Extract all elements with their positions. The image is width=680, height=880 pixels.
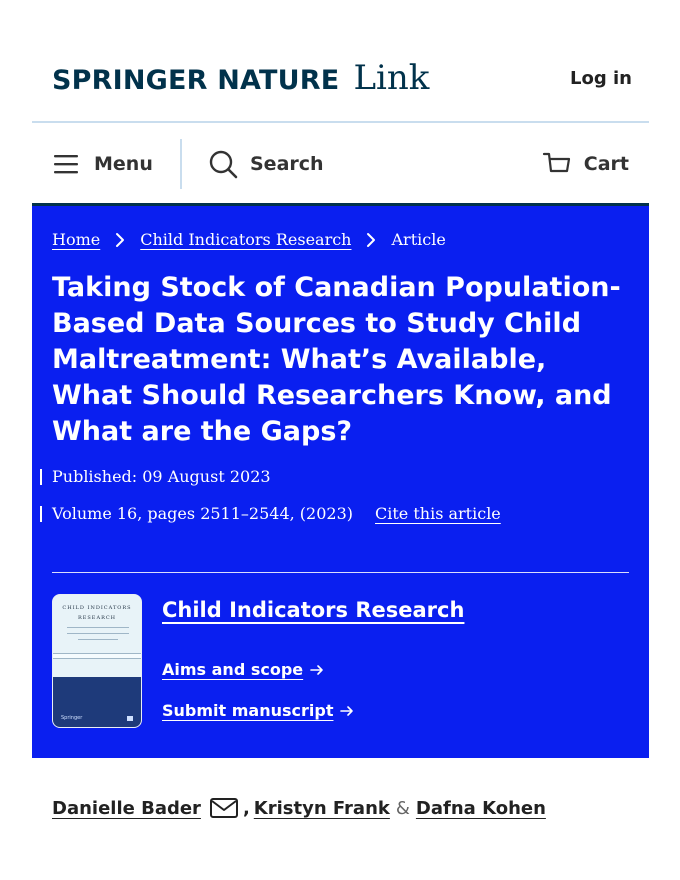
chevron-right-icon: [112, 232, 128, 248]
search-button[interactable]: [182, 149, 542, 179]
author-link[interactable]: Kristyn Frank: [253, 797, 390, 819]
aims-and-scope-link[interactable]: [162, 660, 325, 679]
submit-manuscript-link[interactable]: [162, 701, 355, 720]
navbar: [32, 124, 649, 204]
logo-brand-text: SPRINGER NATURE: [52, 65, 340, 96]
cover-rule: [67, 633, 129, 634]
volume-info: [40, 504, 501, 523]
journal-cover[interactable]: [52, 594, 142, 728]
cover-mark: [127, 716, 133, 721]
volume-text: Volume 16, pages 2511–2544, (2023): [52, 504, 353, 523]
site-header: [52, 58, 632, 98]
hero-divider: [52, 572, 629, 573]
cover-title-line-1: CHILD INDICATORS: [62, 605, 132, 611]
hamburger-icon: [52, 149, 82, 179]
arrow-right-icon: [339, 703, 355, 719]
cart-button[interactable]: [542, 149, 649, 179]
meta-bar: [40, 506, 42, 522]
author-separator: ,: [242, 797, 250, 819]
breadcrumb-journal[interactable]: Child Indicators Research: [140, 230, 352, 249]
cart-label: Cart: [583, 153, 629, 175]
author-list: [52, 795, 546, 821]
cart-icon: [542, 149, 572, 179]
search-icon: [208, 149, 238, 179]
journal-title-link[interactable]: Child Indicators Research: [162, 598, 465, 622]
breadcrumb-current: Article: [391, 230, 446, 249]
cover-title-line-2: RESEARCH: [77, 615, 117, 621]
breadcrumb: [52, 230, 446, 249]
article-hero: [32, 206, 649, 758]
article-title: Taking Stock of Canadian Population-Based Data Sources to Study Child Maltreatment: What’s Available, What Should Researchers Know, and What are the Gaps?: [52, 272, 621, 447]
cover-bottom: [53, 677, 141, 728]
meta-bar: [40, 469, 42, 485]
cover-publisher: Springer: [61, 715, 83, 721]
aims-and-scope-label: Aims and scope: [162, 660, 304, 679]
login-link[interactable]: Log in: [570, 67, 632, 89]
author-ampersand: &: [395, 797, 410, 819]
arrow-right-icon: [309, 662, 325, 678]
cover-band: [53, 653, 141, 659]
menu-label: Menu: [94, 153, 153, 175]
springer-nature-link-logo[interactable]: [52, 58, 429, 98]
cover-rule: [78, 639, 118, 640]
published-date: [40, 467, 271, 486]
menu-button[interactable]: [32, 138, 180, 190]
author-link[interactable]: Dafna Kohen: [415, 797, 546, 819]
mail-icon[interactable]: [209, 795, 239, 821]
logo-product-text: Link: [353, 58, 430, 98]
breadcrumb-home[interactable]: Home: [52, 230, 101, 249]
search-label: Search: [250, 153, 324, 175]
header-divider: [32, 121, 649, 123]
cover-rule: [67, 627, 129, 628]
published-text: Published: 09 August 2023: [52, 467, 271, 486]
submit-manuscript-label: Submit manuscript: [162, 701, 334, 720]
chevron-right-icon: [363, 232, 379, 248]
author-link[interactable]: Danielle Bader: [52, 797, 201, 819]
cite-article-link[interactable]: Cite this article: [375, 504, 501, 523]
